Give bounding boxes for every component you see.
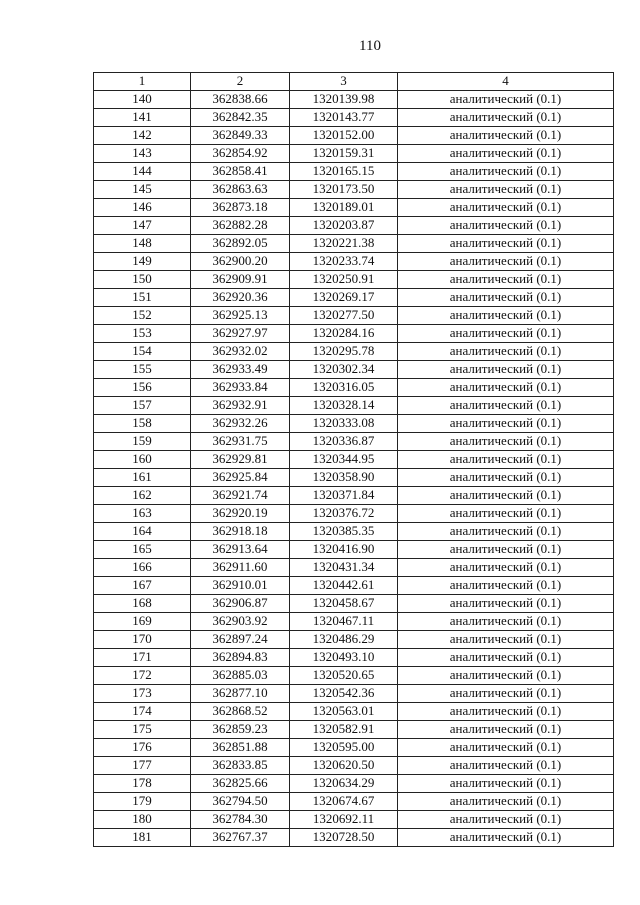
method-cell: аналитический (0.1): [398, 379, 614, 397]
table-row: [94, 721, 614, 739]
point-number-cell: 165: [94, 541, 191, 559]
y-coordinate-cell: 1320295.78: [290, 343, 398, 361]
method-cell: аналитический (0.1): [398, 613, 614, 631]
x-coordinate-cell: 362897.24: [191, 631, 290, 649]
method-cell: аналитический (0.1): [398, 757, 614, 775]
point-number-cell: 173: [94, 685, 191, 703]
x-coordinate-cell: 362933.84: [191, 379, 290, 397]
y-coordinate-cell: 1320728.50: [290, 829, 398, 847]
y-coordinate-cell: 1320159.31: [290, 145, 398, 163]
method-cell: аналитический (0.1): [398, 235, 614, 253]
x-coordinate-cell: 362859.23: [191, 721, 290, 739]
y-coordinate-cell: 1320316.05: [290, 379, 398, 397]
column-header-3: 3: [290, 73, 398, 91]
method-cell: аналитический (0.1): [398, 811, 614, 829]
y-coordinate-cell: 1320233.74: [290, 253, 398, 271]
point-number-cell: 181: [94, 829, 191, 847]
y-coordinate-cell: 1320486.29: [290, 631, 398, 649]
x-coordinate-cell: 362767.37: [191, 829, 290, 847]
x-coordinate-cell: 362863.63: [191, 181, 290, 199]
y-coordinate-cell: 1320277.50: [290, 307, 398, 325]
table-row: [94, 775, 614, 793]
method-cell: аналитический (0.1): [398, 631, 614, 649]
method-cell: аналитический (0.1): [398, 541, 614, 559]
point-number-cell: 144: [94, 163, 191, 181]
coordinates-table: [93, 72, 614, 847]
x-coordinate-cell: 362903.92: [191, 613, 290, 631]
y-coordinate-cell: 1320458.67: [290, 595, 398, 613]
method-cell: аналитический (0.1): [398, 109, 614, 127]
point-number-cell: 150: [94, 271, 191, 289]
method-cell: аналитический (0.1): [398, 163, 614, 181]
point-number-cell: 147: [94, 217, 191, 235]
x-coordinate-cell: 362918.18: [191, 523, 290, 541]
y-coordinate-cell: 1320358.90: [290, 469, 398, 487]
table-row: [94, 415, 614, 433]
x-coordinate-cell: 362838.66: [191, 91, 290, 109]
y-coordinate-cell: 1320582.91: [290, 721, 398, 739]
point-number-cell: 169: [94, 613, 191, 631]
method-cell: аналитический (0.1): [398, 127, 614, 145]
x-coordinate-cell: 362868.52: [191, 703, 290, 721]
point-number-cell: 175: [94, 721, 191, 739]
point-number-cell: 154: [94, 343, 191, 361]
point-number-cell: 162: [94, 487, 191, 505]
point-number-cell: 145: [94, 181, 191, 199]
y-coordinate-cell: 1320467.11: [290, 613, 398, 631]
point-number-cell: 176: [94, 739, 191, 757]
point-number-cell: 158: [94, 415, 191, 433]
table-row: [94, 667, 614, 685]
y-coordinate-cell: 1320269.17: [290, 289, 398, 307]
point-number-cell: 142: [94, 127, 191, 145]
y-coordinate-cell: 1320542.36: [290, 685, 398, 703]
table-row: [94, 739, 614, 757]
table-row: [94, 235, 614, 253]
y-coordinate-cell: 1320344.95: [290, 451, 398, 469]
table-row: [94, 217, 614, 235]
table-row: [94, 343, 614, 361]
point-number-cell: 143: [94, 145, 191, 163]
table-row: [94, 541, 614, 559]
table-row: [94, 253, 614, 271]
method-cell: аналитический (0.1): [398, 577, 614, 595]
table-row: [94, 505, 614, 523]
table-row: [94, 451, 614, 469]
y-coordinate-cell: 1320595.00: [290, 739, 398, 757]
point-number-cell: 146: [94, 199, 191, 217]
x-coordinate-cell: 362927.97: [191, 325, 290, 343]
point-number-cell: 177: [94, 757, 191, 775]
x-coordinate-cell: 362920.19: [191, 505, 290, 523]
x-coordinate-cell: 362911.60: [191, 559, 290, 577]
method-cell: аналитический (0.1): [398, 595, 614, 613]
y-coordinate-cell: 1320674.67: [290, 793, 398, 811]
x-coordinate-cell: 362921.74: [191, 487, 290, 505]
column-header-1: 1: [94, 73, 191, 91]
point-number-cell: 179: [94, 793, 191, 811]
y-coordinate-cell: 1320336.87: [290, 433, 398, 451]
point-number-cell: 153: [94, 325, 191, 343]
method-cell: аналитический (0.1): [398, 667, 614, 685]
x-coordinate-cell: 362906.87: [191, 595, 290, 613]
y-coordinate-cell: 1320302.34: [290, 361, 398, 379]
y-coordinate-cell: 1320189.01: [290, 199, 398, 217]
x-coordinate-cell: 362854.92: [191, 145, 290, 163]
x-coordinate-cell: 362920.36: [191, 289, 290, 307]
method-cell: аналитический (0.1): [398, 307, 614, 325]
x-coordinate-cell: 362913.64: [191, 541, 290, 559]
x-coordinate-cell: 362894.83: [191, 649, 290, 667]
x-coordinate-cell: 362833.85: [191, 757, 290, 775]
point-number-cell: 149: [94, 253, 191, 271]
table-row: [94, 199, 614, 217]
method-cell: аналитический (0.1): [398, 253, 614, 271]
table-row: [94, 433, 614, 451]
table-row: [94, 811, 614, 829]
method-cell: аналитический (0.1): [398, 271, 614, 289]
method-cell: аналитический (0.1): [398, 217, 614, 235]
y-coordinate-cell: 1320634.29: [290, 775, 398, 793]
y-coordinate-cell: 1320416.90: [290, 541, 398, 559]
method-cell: аналитический (0.1): [398, 145, 614, 163]
table-row: [94, 91, 614, 109]
table-row: [94, 559, 614, 577]
x-coordinate-cell: 362910.01: [191, 577, 290, 595]
x-coordinate-cell: 362900.20: [191, 253, 290, 271]
method-cell: аналитический (0.1): [398, 199, 614, 217]
point-number-cell: 171: [94, 649, 191, 667]
method-cell: аналитический (0.1): [398, 793, 614, 811]
x-coordinate-cell: 362784.30: [191, 811, 290, 829]
point-number-cell: 167: [94, 577, 191, 595]
table-row: [94, 127, 614, 145]
point-number-cell: 156: [94, 379, 191, 397]
table-header: [94, 73, 614, 91]
method-cell: аналитический (0.1): [398, 181, 614, 199]
method-cell: аналитический (0.1): [398, 685, 614, 703]
method-cell: аналитический (0.1): [398, 703, 614, 721]
table-row: [94, 379, 614, 397]
table-row: [94, 523, 614, 541]
table-row: [94, 289, 614, 307]
table-row: [94, 181, 614, 199]
method-cell: аналитический (0.1): [398, 775, 614, 793]
x-coordinate-cell: 362794.50: [191, 793, 290, 811]
point-number-cell: 157: [94, 397, 191, 415]
y-coordinate-cell: 1320333.08: [290, 415, 398, 433]
table-row: [94, 163, 614, 181]
point-number-cell: 168: [94, 595, 191, 613]
method-cell: аналитический (0.1): [398, 433, 614, 451]
table-row: [94, 757, 614, 775]
method-cell: аналитический (0.1): [398, 505, 614, 523]
y-coordinate-cell: 1320520.65: [290, 667, 398, 685]
y-coordinate-cell: 1320328.14: [290, 397, 398, 415]
table-row: [94, 613, 614, 631]
table-row: [94, 469, 614, 487]
x-coordinate-cell: 362925.13: [191, 307, 290, 325]
y-coordinate-cell: 1320376.72: [290, 505, 398, 523]
x-coordinate-cell: 362931.75: [191, 433, 290, 451]
x-coordinate-cell: 362882.28: [191, 217, 290, 235]
point-number-cell: 166: [94, 559, 191, 577]
method-cell: аналитический (0.1): [398, 721, 614, 739]
method-cell: аналитический (0.1): [398, 289, 614, 307]
y-coordinate-cell: 1320620.50: [290, 757, 398, 775]
method-cell: аналитический (0.1): [398, 487, 614, 505]
column-header-4: 4: [398, 73, 614, 91]
point-number-cell: 164: [94, 523, 191, 541]
point-number-cell: 163: [94, 505, 191, 523]
method-cell: аналитический (0.1): [398, 469, 614, 487]
x-coordinate-cell: 362858.41: [191, 163, 290, 181]
x-coordinate-cell: 362849.33: [191, 127, 290, 145]
x-coordinate-cell: 362925.84: [191, 469, 290, 487]
method-cell: аналитический (0.1): [398, 559, 614, 577]
point-number-cell: 152: [94, 307, 191, 325]
point-number-cell: 148: [94, 235, 191, 253]
y-coordinate-cell: 1320143.77: [290, 109, 398, 127]
table-row: [94, 595, 614, 613]
y-coordinate-cell: 1320139.98: [290, 91, 398, 109]
column-header-2: 2: [191, 73, 290, 91]
y-coordinate-cell: 1320493.10: [290, 649, 398, 667]
table-row: [94, 487, 614, 505]
x-coordinate-cell: 362932.91: [191, 397, 290, 415]
point-number-cell: 141: [94, 109, 191, 127]
x-coordinate-cell: 362825.66: [191, 775, 290, 793]
point-number-cell: 180: [94, 811, 191, 829]
y-coordinate-cell: 1320203.87: [290, 217, 398, 235]
y-coordinate-cell: 1320165.15: [290, 163, 398, 181]
table-row: [94, 649, 614, 667]
point-number-cell: 140: [94, 91, 191, 109]
x-coordinate-cell: 362933.49: [191, 361, 290, 379]
method-cell: аналитический (0.1): [398, 523, 614, 541]
table-row: [94, 145, 614, 163]
x-coordinate-cell: 362873.18: [191, 199, 290, 217]
table-row: [94, 271, 614, 289]
y-coordinate-cell: 1320385.35: [290, 523, 398, 541]
page-number: 110: [359, 38, 381, 54]
y-coordinate-cell: 1320152.00: [290, 127, 398, 145]
table-row: [94, 829, 614, 847]
point-number-cell: 160: [94, 451, 191, 469]
point-number-cell: 161: [94, 469, 191, 487]
point-number-cell: 155: [94, 361, 191, 379]
y-coordinate-cell: 1320371.84: [290, 487, 398, 505]
point-number-cell: 151: [94, 289, 191, 307]
x-coordinate-cell: 362909.91: [191, 271, 290, 289]
method-cell: аналитический (0.1): [398, 343, 614, 361]
point-number-cell: 174: [94, 703, 191, 721]
y-coordinate-cell: 1320563.01: [290, 703, 398, 721]
table-row: [94, 361, 614, 379]
y-coordinate-cell: 1320221.38: [290, 235, 398, 253]
table-body: [94, 91, 614, 847]
table-row: [94, 109, 614, 127]
point-number-cell: 172: [94, 667, 191, 685]
method-cell: аналитический (0.1): [398, 829, 614, 847]
table-row: [94, 397, 614, 415]
method-cell: аналитический (0.1): [398, 91, 614, 109]
header-row: [94, 73, 614, 91]
method-cell: аналитический (0.1): [398, 649, 614, 667]
x-coordinate-cell: 362932.02: [191, 343, 290, 361]
table-row: [94, 307, 614, 325]
y-coordinate-cell: 1320442.61: [290, 577, 398, 595]
table-row: [94, 325, 614, 343]
table-row: [94, 793, 614, 811]
method-cell: аналитический (0.1): [398, 415, 614, 433]
x-coordinate-cell: 362851.88: [191, 739, 290, 757]
method-cell: аналитический (0.1): [398, 361, 614, 379]
method-cell: аналитический (0.1): [398, 451, 614, 469]
table-row: [94, 577, 614, 595]
y-coordinate-cell: 1320250.91: [290, 271, 398, 289]
x-coordinate-cell: 362892.05: [191, 235, 290, 253]
method-cell: аналитический (0.1): [398, 739, 614, 757]
point-number-cell: 178: [94, 775, 191, 793]
point-number-cell: 170: [94, 631, 191, 649]
y-coordinate-cell: 1320431.34: [290, 559, 398, 577]
y-coordinate-cell: 1320284.16: [290, 325, 398, 343]
x-coordinate-cell: 362885.03: [191, 667, 290, 685]
table-row: [94, 703, 614, 721]
point-number-cell: 159: [94, 433, 191, 451]
x-coordinate-cell: 362932.26: [191, 415, 290, 433]
table-row: [94, 631, 614, 649]
method-cell: аналитический (0.1): [398, 397, 614, 415]
x-coordinate-cell: 362929.81: [191, 451, 290, 469]
x-coordinate-cell: 362877.10: [191, 685, 290, 703]
x-coordinate-cell: 362842.35: [191, 109, 290, 127]
y-coordinate-cell: 1320173.50: [290, 181, 398, 199]
y-coordinate-cell: 1320692.11: [290, 811, 398, 829]
method-cell: аналитический (0.1): [398, 325, 614, 343]
table-row: [94, 685, 614, 703]
